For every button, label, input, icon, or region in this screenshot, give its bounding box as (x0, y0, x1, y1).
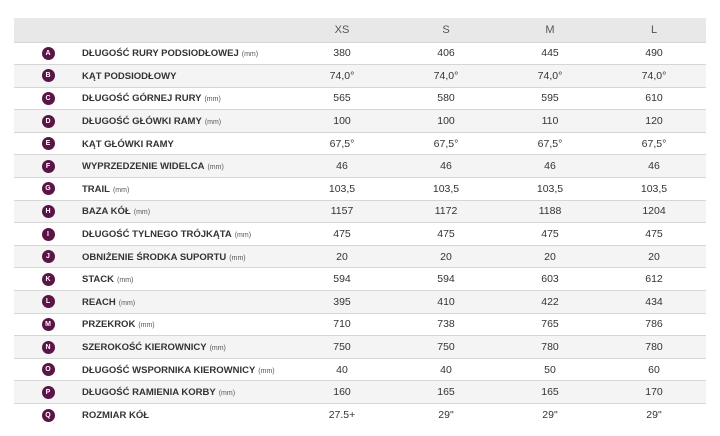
row-letter-cell (14, 65, 82, 88)
measurement-name: OBNIŻENIE ŚRODKA SUPORTU (82, 251, 227, 263)
table-row (14, 358, 706, 381)
measurement-letter-badge: B (42, 69, 55, 82)
row-letter-cell (14, 200, 82, 223)
geometry-table (14, 18, 706, 426)
size-header-xs[interactable]: XS (334, 23, 350, 36)
measurement-value-l: 74,0° (641, 69, 667, 82)
measurement-value-l: 170 (645, 386, 663, 399)
measurement-unit: (mm) (241, 51, 259, 59)
measurement-value-l: 20 (648, 250, 660, 263)
measurement-value-l: 29" (646, 409, 662, 422)
table-row (14, 381, 706, 404)
measurement-value-m: 422 (541, 295, 559, 308)
measurement-value-s: 29" (438, 409, 454, 422)
measurement-value-s: 20 (440, 250, 452, 263)
measurement-value-l: 490 (645, 47, 663, 60)
measurement-value-m: 20 (544, 250, 556, 263)
measurement-value-s: 46 (440, 160, 452, 173)
measurement-value-xs: 74,0° (329, 69, 355, 82)
measurement-name: DŁUGOŚĆ GŁÓWKI RAMY (82, 116, 202, 128)
row-label-cell (82, 110, 290, 133)
measurement-value-xs: 395 (333, 295, 351, 308)
table-row (14, 268, 706, 291)
measurement-letter-badge: L (42, 295, 55, 308)
measurement-value-l: 475 (645, 228, 663, 241)
measurement-value-s: 103,5 (432, 182, 460, 195)
row-letter-cell (14, 42, 82, 65)
row-label-cell (82, 65, 290, 88)
table-row (14, 200, 706, 223)
measurement-value-m: 50 (544, 363, 556, 376)
measurement-letter-badge: G (42, 182, 55, 195)
measurement-value-xs: 475 (333, 228, 351, 241)
measurement-value-xs: 594 (333, 273, 351, 286)
measurement-value-m: 445 (541, 47, 559, 60)
measurement-name: DŁUGOŚĆ RURY PODSIODŁOWEJ (82, 48, 239, 60)
measurement-name: DŁUGOŚĆ WSPORNIKA KIEROWNICY (82, 364, 256, 376)
measurement-value-s: 594 (437, 273, 455, 286)
size-header-s[interactable]: S (442, 23, 450, 36)
row-letter-cell (14, 178, 82, 201)
measurement-name: DŁUGOŚĆ GÓRNEJ RURY (82, 93, 202, 105)
header-label-cell (82, 18, 290, 42)
measurement-unit: (mm) (234, 232, 252, 240)
size-header-l[interactable]: L (650, 23, 658, 36)
row-label-cell (82, 313, 290, 336)
measurement-value-m: 603 (541, 273, 559, 286)
table-row (14, 132, 706, 155)
measurement-value-s: 738 (437, 318, 455, 331)
row-label-cell (82, 336, 290, 359)
measurement-value-m: 765 (541, 318, 559, 331)
table-row (14, 313, 706, 336)
measurement-letter-badge: E (42, 137, 55, 150)
table-row (14, 223, 706, 246)
measurement-unit: (mm) (207, 164, 224, 172)
table-row (14, 110, 706, 133)
measurement-value-xs: 1157 (330, 205, 354, 218)
measurement-value-m: 165 (541, 386, 559, 399)
measurement-unit: (mm) (138, 322, 155, 330)
measurement-value-s: 1172 (434, 205, 458, 218)
geometry-rows (14, 42, 706, 426)
measurement-value-xs: 565 (333, 92, 351, 105)
measurement-value-m: 595 (541, 92, 559, 105)
measurement-value-xs: 160 (333, 386, 351, 399)
measurement-value-xs: 750 (333, 341, 351, 354)
row-label-cell (82, 155, 290, 178)
row-label-cell (82, 268, 290, 291)
row-label-cell (82, 200, 290, 223)
measurement-name: DŁUGOŚĆ TYLNEGO TRÓJKĄTA (82, 229, 232, 241)
row-letter-cell (14, 223, 82, 246)
measurement-name: BAZA KÓŁ (82, 206, 131, 218)
measurement-value-s: 750 (437, 341, 455, 354)
measurement-value-s: 406 (437, 47, 455, 60)
measurement-unit: (mm) (204, 119, 222, 127)
measurement-letter-badge: Q (42, 409, 55, 422)
measurement-name: PRZEKROK (82, 319, 136, 331)
measurement-letter-badge: F (42, 160, 55, 173)
measurement-letter-badge: I (42, 228, 55, 241)
measurement-value-m: 29" (542, 409, 558, 422)
measurement-unit: (mm) (112, 186, 130, 194)
measurement-value-m: 67,5° (537, 137, 563, 150)
table-row (14, 336, 706, 359)
measurement-letter-badge: P (42, 386, 55, 399)
measurement-name: DŁUGOŚĆ RAMIENIA KORBY (82, 387, 216, 399)
row-letter-cell (14, 313, 82, 336)
table-row (14, 291, 706, 314)
measurement-value-l: 103,5 (640, 182, 668, 195)
measurement-value-xs: 103,5 (328, 182, 356, 195)
row-letter-cell (14, 245, 82, 268)
measurement-letter-badge: O (42, 363, 55, 376)
measurement-letter-badge: H (42, 205, 55, 218)
row-letter-cell (14, 381, 82, 404)
row-label-cell (82, 87, 290, 110)
row-letter-cell (14, 268, 82, 291)
measurement-value-xs: 100 (333, 115, 351, 128)
row-label-cell (82, 245, 290, 268)
geometry-table-container (14, 18, 706, 426)
measurement-value-l: 610 (645, 92, 663, 105)
table-row (14, 42, 706, 65)
row-label-cell (82, 291, 290, 314)
measurement-value-xs: 20 (336, 250, 348, 263)
measurement-value-s: 67,5° (433, 137, 459, 150)
measurement-value-xs: 710 (333, 318, 351, 331)
measurement-unit: (mm) (258, 367, 275, 375)
row-label-cell (82, 358, 290, 381)
measurement-value-m: 110 (541, 115, 559, 128)
size-header-m[interactable]: M (545, 23, 555, 36)
row-label-cell (82, 404, 290, 427)
measurement-value-xs: 46 (336, 160, 348, 173)
measurement-value-m: 780 (541, 341, 559, 354)
measurement-letter-badge: M (42, 318, 55, 331)
measurement-letter-badge: J (42, 250, 55, 263)
measurement-value-s: 100 (437, 115, 455, 128)
row-letter-cell (14, 132, 82, 155)
row-letter-cell (14, 87, 82, 110)
measurement-name: KĄT GŁÓWKI RAMY (82, 138, 174, 150)
table-row (14, 65, 706, 88)
measurement-value-m: 74,0° (537, 69, 563, 82)
measurement-name: ROZMIAR KÓŁ (82, 410, 150, 422)
measurement-unit: (mm) (118, 299, 136, 307)
measurement-value-s: 475 (437, 228, 455, 241)
measurement-value-s: 74,0° (433, 69, 459, 82)
measurement-name: STACK (82, 274, 115, 286)
measurement-unit: (mm) (229, 254, 246, 262)
measurement-unit: (mm) (209, 345, 226, 353)
measurement-letter-badge: A (42, 47, 55, 60)
measurement-value-l: 780 (645, 341, 663, 354)
measurement-value-l: 60 (648, 363, 660, 376)
row-letter-cell (14, 291, 82, 314)
table-row (14, 155, 706, 178)
measurement-unit: (mm) (204, 96, 221, 104)
measurement-name: KĄT PODSIODŁOWY (82, 70, 177, 82)
measurement-value-l: 434 (645, 295, 663, 308)
measurement-letter-badge: N (42, 341, 55, 354)
measurement-value-s: 410 (437, 295, 455, 308)
measurement-unit: (mm) (133, 209, 151, 217)
measurement-value-xs: 40 (336, 363, 348, 376)
measurement-value-xs: 67,5° (329, 137, 355, 150)
row-letter-cell (14, 336, 82, 359)
row-label-cell (82, 381, 290, 404)
measurement-value-m: 103,5 (536, 182, 564, 195)
measurement-value-s: 580 (437, 92, 455, 105)
row-label-cell (82, 178, 290, 201)
measurement-value-xs: 380 (333, 47, 351, 60)
measurement-value-s: 40 (440, 363, 452, 376)
measurement-value-s: 165 (437, 386, 455, 399)
row-label-cell (82, 132, 290, 155)
table-row (14, 87, 706, 110)
row-letter-cell (14, 358, 82, 381)
measurement-unit: (mm) (117, 277, 134, 285)
measurement-value-m: 475 (541, 228, 559, 241)
measurement-value-l: 46 (648, 160, 660, 173)
measurement-name: REACH (82, 296, 116, 308)
measurement-name: TRAIL (82, 183, 110, 195)
measurement-unit: (mm) (218, 390, 236, 398)
table-row (14, 178, 706, 201)
measurement-value-m: 1188 (538, 205, 562, 218)
measurement-name: WYPRZEDZENIE WIDELCA (82, 161, 205, 173)
measurement-value-l: 612 (645, 273, 663, 286)
measurement-value-l: 120 (645, 115, 663, 128)
table-row (14, 404, 706, 427)
row-label-cell (82, 223, 290, 246)
row-letter-cell (14, 110, 82, 133)
row-letter-cell (14, 404, 82, 427)
measurement-value-m: 46 (544, 160, 556, 173)
table-row (14, 245, 706, 268)
measurement-value-l: 786 (645, 318, 663, 331)
row-letter-cell (14, 155, 82, 178)
measurement-value-xs: 27.5+ (328, 409, 356, 422)
measurement-letter-badge: K (42, 273, 55, 286)
row-label-cell (82, 42, 290, 65)
measurement-value-l: 1204 (642, 205, 666, 218)
size-header-row (14, 18, 706, 42)
measurement-letter-badge: C (42, 92, 55, 105)
header-letter-cell (14, 18, 82, 42)
measurement-letter-badge: D (42, 115, 55, 128)
measurement-name: SZEROKOŚĆ KIEROWNICY (82, 342, 207, 354)
measurement-value-l: 67,5° (641, 137, 667, 150)
